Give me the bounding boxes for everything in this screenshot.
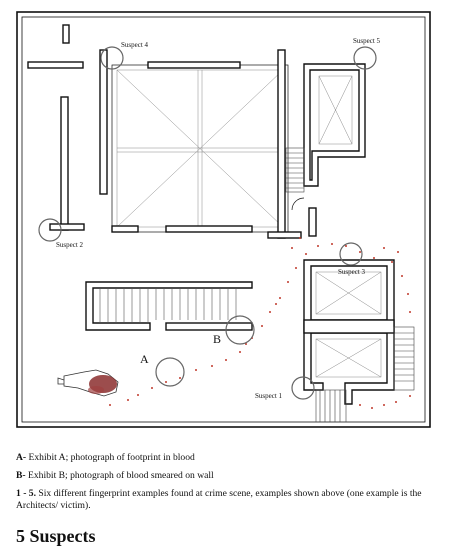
caption-exhibit-b: [16, 470, 436, 482]
caption-n-key: 1 - 5.: [16, 488, 36, 499]
caption-exhibit-a: [16, 452, 436, 464]
wall-segment: [50, 224, 84, 230]
caption-a-key: A-: [16, 452, 27, 463]
wall-segment: [304, 320, 394, 333]
wall-segment: [148, 62, 240, 68]
caption-n-text: Six different fingerprint examples found at crime scene, examples shown above (one example is the Architects/ victim).: [16, 488, 422, 511]
top-right-stairs: [286, 148, 304, 192]
outer-wall: [17, 12, 430, 427]
suspect-1-circle: [292, 377, 314, 399]
wall-segment: [63, 25, 69, 43]
wall-segment: [268, 232, 301, 238]
wall-segment: [278, 50, 285, 238]
wall-segment: [100, 50, 107, 194]
right-stairs: [394, 327, 414, 390]
exhibit-a-circle: [156, 358, 184, 386]
caption-b-key: B-: [16, 470, 26, 481]
wall-segment: [28, 62, 83, 68]
caption-fingerprints: [16, 488, 436, 512]
suspect-4-label: Suspect 4: [121, 41, 149, 49]
caption-b-text: Exhibit B; photograph of blood smeared on wall: [25, 470, 214, 481]
victim-outline: [58, 370, 118, 396]
suspect-5-label: Suspect 5: [353, 37, 381, 45]
suspect-1-label: Suspect 1: [255, 392, 283, 400]
exhibit-b-label: B: [213, 332, 222, 346]
suspect-2-label: Suspect 2: [56, 241, 84, 249]
section-heading: 5 Suspects: [16, 526, 96, 546]
central-room-grid: [117, 70, 283, 227]
wall-segment: [309, 208, 316, 236]
wall-segment: [166, 323, 252, 330]
suspect-3-circle: [340, 243, 362, 265]
caption-a-text: Exhibit A; photograph of footprint in blood: [26, 452, 195, 463]
staircase-treads: [100, 288, 236, 323]
suspect-3-label: Suspect 3: [338, 268, 366, 276]
wall-segment: [112, 226, 138, 232]
exhibit-a-label: A: [140, 352, 149, 366]
wall-segment: [166, 226, 252, 232]
top-right-room: [304, 64, 365, 186]
bottom-stairs: [316, 390, 346, 422]
wall-segment: [61, 97, 68, 230]
door-swing: [292, 198, 304, 210]
